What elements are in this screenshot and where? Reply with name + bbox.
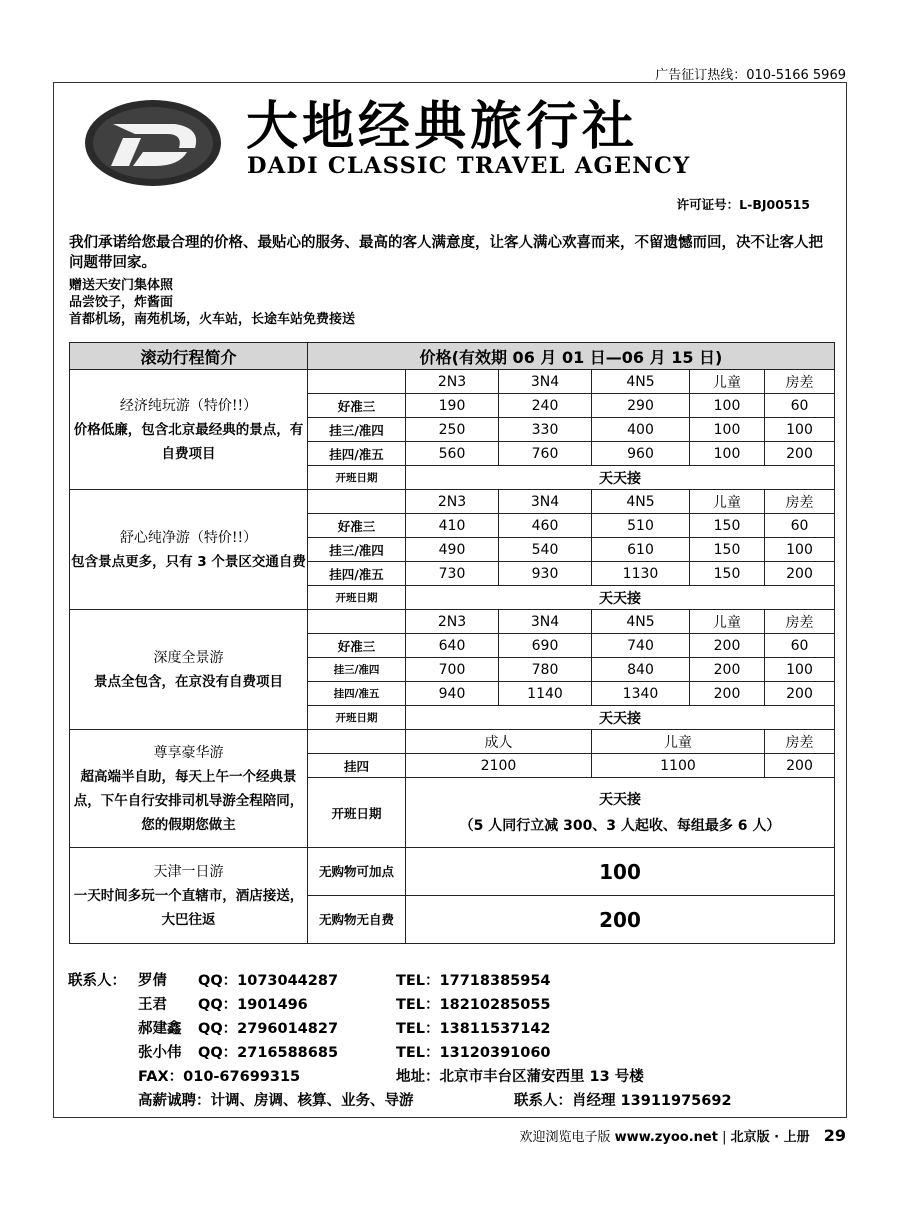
perk-photo: 赠送天安门集体照 [69,278,174,293]
price-cell: 640 [406,634,499,658]
price-cell: 150 [690,514,765,538]
table-row [70,490,835,514]
schedule-label: 开班日期 [308,466,406,490]
agency-logo [83,98,223,188]
tour-desc-text: 包含景点更多，只有 3 个景区交通自费 [71,553,306,570]
contact-tel: TEL：13811537142 [396,1021,551,1037]
col-header: 儿童 [690,490,765,514]
tier-label: 好准三 [308,634,406,658]
price-cell: 60 [765,394,835,418]
contact-qq: QQ：1073044287 [198,973,339,989]
price-cell: 100 [765,658,835,682]
tier-label: 挂三/准四 [308,538,406,562]
blank-cell [308,730,406,754]
price-cell: 200 [765,682,835,706]
col-header: 2N3 [406,370,499,394]
price-validity-header: 价格(有效期 06 月 01 日—06 月 15 日) [308,343,835,370]
itinerary-header: 滚动行程简介 [70,343,308,370]
tour-desc-text: 一天时间多玩一个直辖市，酒店接送，大巴往返 [73,887,304,928]
price-cell: 150 [690,562,765,586]
col-header: 房差 [765,730,835,754]
price-cell: 510 [592,514,690,538]
footer-welcome: 欢迎浏览电子版 [519,1130,611,1145]
price-cell: 100 [690,394,765,418]
tier-label: 挂四/准五 [308,562,406,586]
price-cell: 200 [690,658,765,682]
schedule-value: 天天接 [406,586,835,610]
recruit-positions: 高薪诚聘：计调、房调、核算、业务、导游 [138,1093,414,1109]
tour-description [70,730,308,848]
ad-hotline: 广告征订热线：010-5166 5969 [655,68,846,83]
col-header: 2N3 [406,490,499,514]
contact-name: 张小伟 [138,1045,182,1061]
contact-qq: QQ：1901496 [198,997,308,1013]
option-label: 无购物无自费 [308,896,406,944]
price-cell: 930 [499,562,592,586]
contact-name: 罗倩 [138,973,167,989]
price-cell: 940 [406,682,499,706]
price-cell: 290 [592,394,690,418]
schedule-label: 开班日期 [308,778,406,848]
contact-name: 王君 [138,997,167,1013]
price-cell: 100 [690,442,765,466]
price-cell: 730 [406,562,499,586]
price-cell: 460 [499,514,592,538]
table-header-row [70,343,835,370]
col-header: 儿童 [690,610,765,634]
tier-label: 好准三 [308,394,406,418]
price-cell: 1340 [592,682,690,706]
price-cell: 1140 [499,682,592,706]
perk-food: 品尝饺子，炸酱面 [69,295,174,310]
tour-description [70,490,308,610]
price-cell: 780 [499,658,592,682]
price-cell: 60 [765,634,835,658]
perk-transfer: 首都机场，南苑机场，火车站，长途车站免费接送 [69,312,356,327]
recruit-contact: 联系人：肖经理 13911975692 [514,1093,732,1109]
blank-cell [308,610,406,634]
price-cell: 540 [499,538,592,562]
price-cell: 840 [592,658,690,682]
group-note: （5 人同行立减 300、3 人起收、每组最多 6 人） [459,817,781,834]
contact-tel: TEL：17718385954 [396,973,551,989]
contact-label: 联系人： [68,973,126,989]
agency-name-cn: 大地经典旅行社 [246,96,639,157]
price-cell: 1100 [592,754,765,778]
footer-divider: | [722,1130,731,1145]
footer-edition: 北京版 · 上册 [730,1130,810,1145]
fax-number: FAX：010-67699315 [138,1069,301,1085]
agency-name-en: DADI CLASSIC TRAVEL AGENCY [247,153,691,179]
tour-description [70,610,308,730]
contact-name: 郝建鑫 [138,1021,182,1037]
price-cell: 330 [499,418,592,442]
price-cell: 410 [406,514,499,538]
table-row [70,730,835,754]
service-promise: 我们承诺给您最合理的价格、最贴心的服务、最高的客人满意度，让客人满心欢喜而来，不留遗憾而回，决不让客人把问题带回家。 [69,235,823,271]
schedule-label: 开班日期 [308,706,406,730]
col-header: 3N4 [499,490,592,514]
price-cell: 760 [499,442,592,466]
col-header: 2N3 [406,610,499,634]
price-cell: 200 [765,562,835,586]
contact-qq: QQ：2716588685 [198,1045,339,1061]
col-header: 成人 [406,730,592,754]
price-cell: 400 [592,418,690,442]
schedule-value [406,778,835,848]
tour-desc-text: 景点全包含，在京没有自费项目 [94,673,283,690]
price-cell: 700 [406,658,499,682]
price-cell: 100 [765,418,835,442]
price-cell: 960 [592,442,690,466]
tour-desc-text: 价格低廉，包含北京最经典的景点，有自费项目 [73,421,304,462]
contact-tel: TEL：13120391060 [396,1045,551,1061]
schedule-label: 开班日期 [308,586,406,610]
col-header: 4N5 [592,610,690,634]
price-cell: 250 [406,418,499,442]
price-cell: 60 [765,514,835,538]
price-cell: 200 [765,442,835,466]
schedule-value: 天天接 [406,466,835,490]
price-cell: 200 [690,634,765,658]
page-number: 29 [823,1126,846,1145]
blank-cell [308,370,406,394]
tour-description [70,848,308,944]
col-header: 儿童 [592,730,765,754]
footer-site-link[interactable]: www.zyoo.net [614,1130,718,1145]
col-header: 房差 [765,370,835,394]
price-cell: 560 [406,442,499,466]
blank-cell [308,490,406,514]
price-cell: 2100 [406,754,592,778]
tour-desc-text: 超高端半自助，每天上午一个经典景点，下午自行安排司机导游全程陪同，您的假期您做主 [73,768,304,833]
license-number: 许可证号：L-BJ00515 [676,197,810,212]
price-cell: 150 [690,538,765,562]
price-cell: 1130 [592,562,690,586]
col-header: 3N4 [499,370,592,394]
price-cell: 690 [499,634,592,658]
tier-label: 挂三/准四 [308,418,406,442]
price-cell: 240 [499,394,592,418]
price-cell: 490 [406,538,499,562]
option-price: 100 [406,848,835,896]
daily-pickup: 天天接 [599,791,642,808]
col-header: 房差 [765,610,835,634]
price-cell: 740 [592,634,690,658]
col-header: 3N4 [499,610,592,634]
ad-frame [53,82,847,1118]
col-header: 4N5 [592,490,690,514]
tier-label: 挂四/准五 [308,682,406,706]
table-row [70,610,835,634]
price-cell: 190 [406,394,499,418]
table-row [70,370,835,394]
price-cell: 100 [690,418,765,442]
price-cell: 200 [690,682,765,706]
tour-name: 天津一日游 [153,863,224,880]
tour-description [70,370,308,490]
option-label: 无购物可加点 [308,848,406,896]
tier-label: 挂三/准四 [308,658,406,682]
col-header: 4N5 [592,370,690,394]
price-cell: 100 [765,538,835,562]
col-header: 房差 [765,490,835,514]
price-cell: 200 [765,754,835,778]
option-price: 200 [406,896,835,944]
tour-name: 深度全景游 [153,649,224,666]
tier-label: 挂四 [308,754,406,778]
contact-tel: TEL：18210285055 [396,997,551,1013]
price-cell: 610 [592,538,690,562]
table-row [70,848,835,896]
tour-name: 尊享豪华游 [153,744,224,761]
tour-name: 舒心纯净游（特价!!） [119,529,258,546]
page-footer [520,1126,846,1145]
price-table [69,342,835,944]
tour-name: 经济纯玩游（特价!!） [119,397,258,414]
tier-label: 挂四/准五 [308,442,406,466]
schedule-value: 天天接 [406,706,835,730]
contact-qq: QQ：2796014827 [198,1021,339,1037]
tier-label: 好准三 [308,514,406,538]
address: 地址：北京市丰台区蒲安西里 13 号楼 [396,1069,644,1085]
col-header: 儿童 [690,370,765,394]
